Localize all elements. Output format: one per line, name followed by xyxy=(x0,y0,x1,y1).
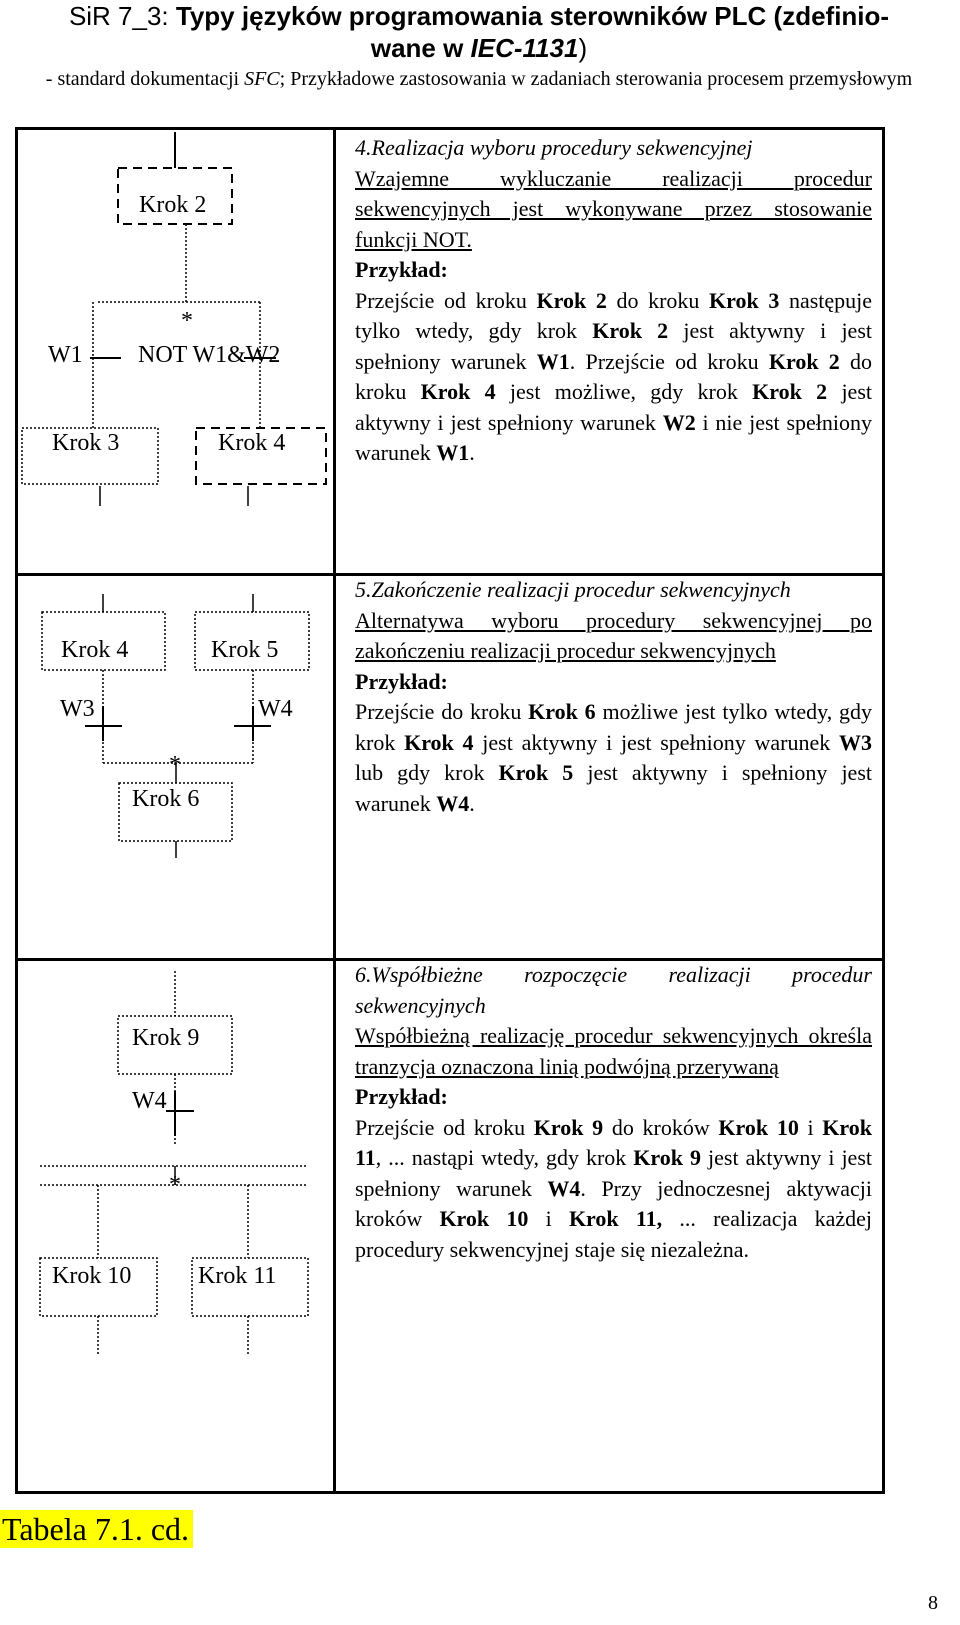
example-text-part: jest aktywny i jest spełniony warunek xyxy=(355,1145,872,1201)
example-label: Przykład: xyxy=(355,668,448,694)
example-text-bold: Krok 11, xyxy=(568,1206,663,1231)
row-heading: 6.Współbieżne rozpoczęcie realizacji procedur sekwencyjnych xyxy=(355,962,872,1018)
sfc-diagram-parallel xyxy=(18,961,331,1491)
example-text-part: do kroku xyxy=(355,348,872,404)
example-text-part: . xyxy=(469,790,475,816)
example-text xyxy=(355,286,872,469)
example-text-part: ... realizacja każdej procedury sekwencyjnej staje się niezależna. xyxy=(355,1206,872,1262)
page-subtitle xyxy=(4,66,954,92)
example-text-part: jest aktywny i jest spełniony warunek xyxy=(473,729,840,755)
example-text-bold: Krok 6 xyxy=(528,699,596,724)
example-text-bold: Krok 2 xyxy=(592,318,669,343)
example-text-bold: Krok 2 xyxy=(752,379,828,404)
title-close: ) xyxy=(578,33,588,63)
example-text-bold: W1 xyxy=(536,348,570,374)
title-bold-line1: Typy języków programowania sterowników PLC (zdefinio- xyxy=(175,1,890,31)
sfc-step-label: Krok 11 xyxy=(198,1263,277,1289)
sfc-step-label: Krok 4 xyxy=(218,430,286,456)
example-text-part: Przejście od kroku xyxy=(355,287,537,313)
subtitle-sfc: SFC xyxy=(244,68,280,90)
example-text-part: jest aktywny i jest spełniony warunek xyxy=(355,318,872,374)
example-text xyxy=(355,697,872,819)
example-label: Przykład: xyxy=(355,257,448,282)
sfc-step-label: Krok 3 xyxy=(52,430,120,456)
title-prefix: SiR 7_3: xyxy=(68,1,176,31)
example-text-part: i nie jest spełniony warunek xyxy=(355,409,872,465)
example-text-part: i xyxy=(528,1206,569,1231)
sfc-parallel-star: * xyxy=(169,1172,181,1198)
sfc-transition-label: W4 xyxy=(132,1088,167,1114)
sfc-transition-label: W4 xyxy=(258,696,293,722)
example-text-part: do kroków xyxy=(603,1114,719,1140)
sfc-step-label: Krok 10 xyxy=(52,1263,132,1289)
row-heading: 5.Zakończenie realizacji procedur sekwencyjnych xyxy=(355,577,791,602)
example-text-bold: W4 xyxy=(436,790,470,816)
example-text-part: , ... nastąpi wtedy, gdy krok xyxy=(375,1145,634,1170)
sfc-parallel-star: * xyxy=(169,752,181,778)
example-text-part: i xyxy=(798,1114,823,1140)
example-text-bold: Krok 9 xyxy=(533,1114,604,1140)
example-text-bold: Krok 10 xyxy=(439,1206,529,1231)
page-number: 8 xyxy=(928,1592,938,1614)
example-text-part: jest możliwe, gdy krok xyxy=(495,379,753,404)
example-text-part: jest aktywny i jest spełniony warunek xyxy=(355,379,872,435)
example-text-bold: Krok 4 xyxy=(420,379,496,404)
example-text-bold: Krok 9 xyxy=(633,1145,702,1170)
example-text-part: Przejście od kroku xyxy=(355,1114,534,1140)
table-caption: Tabela 7.1. cd. xyxy=(0,1510,193,1548)
example-text-bold: W4 xyxy=(547,1175,581,1201)
example-text-part: do kroku xyxy=(606,287,710,313)
title-standard: IEC-1131 xyxy=(470,33,579,63)
subtitle-part-a: - standard dokumentacji xyxy=(45,68,245,90)
example-text-part: możliwe jest tylko wtedy, gdy krok xyxy=(355,699,872,755)
sfc-parallel-star: * xyxy=(181,308,193,334)
example-text-bold: Krok 10 xyxy=(718,1114,799,1140)
sfc-transition-label: W3 xyxy=(60,696,95,722)
sfc-step-label: Krok 5 xyxy=(211,637,279,663)
example-text-part: lub gdy krok xyxy=(355,760,499,785)
example-text-bold: W1 xyxy=(436,440,470,465)
table-column-divider xyxy=(333,127,336,1494)
subtitle-part-b: ; Przykładowe zastosowania w zadaniach sterowania procesem przemysłowym xyxy=(279,68,913,90)
example-text-bold: Krok 3 xyxy=(709,287,780,313)
sfc-diagram-convergence xyxy=(18,576,331,958)
example-text-part: następuje tylko wtedy, gdy krok xyxy=(355,287,873,343)
example-text-bold: Krok 2 xyxy=(768,348,840,374)
example-text-part: . Przy jednoczesnej aktywacji kroków xyxy=(355,1175,872,1231)
sfc-diagram-selection xyxy=(18,130,331,573)
title-bold-line2: wane w xyxy=(370,33,471,63)
example-text-bold: W2 xyxy=(662,409,696,435)
example-text-bold: Krok 11 xyxy=(355,1114,873,1170)
row-definition: Współbieżną realizację procedur sekwencyjnych określa tranzycja oznaczona linią podwójną przerywaną xyxy=(355,1023,872,1079)
example-text-bold: Krok 4 xyxy=(404,729,474,755)
example-text-bold: Krok 2 xyxy=(536,287,607,313)
example-text-part: jest aktywny i spełniony jest warunek xyxy=(355,760,872,816)
sfc-transition-label: NOT W1&W2 xyxy=(138,342,281,368)
example-text-part: Przejście do kroku xyxy=(355,699,529,724)
example-text xyxy=(355,1113,872,1266)
sfc-step-label: Krok 4 xyxy=(61,637,129,663)
row-definition: Alternatywa wyboru procedury sekwencyjnej po zakończeniu realizacji procedur sekwencyjnych xyxy=(355,607,872,663)
example-text-part: . Przejście od kroku xyxy=(569,348,769,374)
example-text-part: . xyxy=(469,440,475,465)
sfc-step-label: Krok 9 xyxy=(132,1025,200,1051)
row-1-description xyxy=(355,133,872,469)
row-definition: Wzajemne wykluczanie realizacji procedur sekwencyjnych jest wykonywane przez stosowanie funkcji NOT. xyxy=(355,165,872,252)
row-heading: 4.Realizacja wyboru procedury sekwencyjnej xyxy=(355,135,753,160)
row-2-description xyxy=(355,575,872,819)
example-text-bold: W3 xyxy=(839,729,873,755)
sfc-step-label: Krok 6 xyxy=(132,786,200,812)
sfc-step-label: Krok 2 xyxy=(139,192,207,218)
sfc-transition-label: W1 xyxy=(48,342,83,368)
example-label: Przykład: xyxy=(355,1084,448,1109)
example-text-bold: Krok 5 xyxy=(498,760,574,785)
row-3-description xyxy=(355,960,872,1265)
page-title xyxy=(4,0,954,64)
